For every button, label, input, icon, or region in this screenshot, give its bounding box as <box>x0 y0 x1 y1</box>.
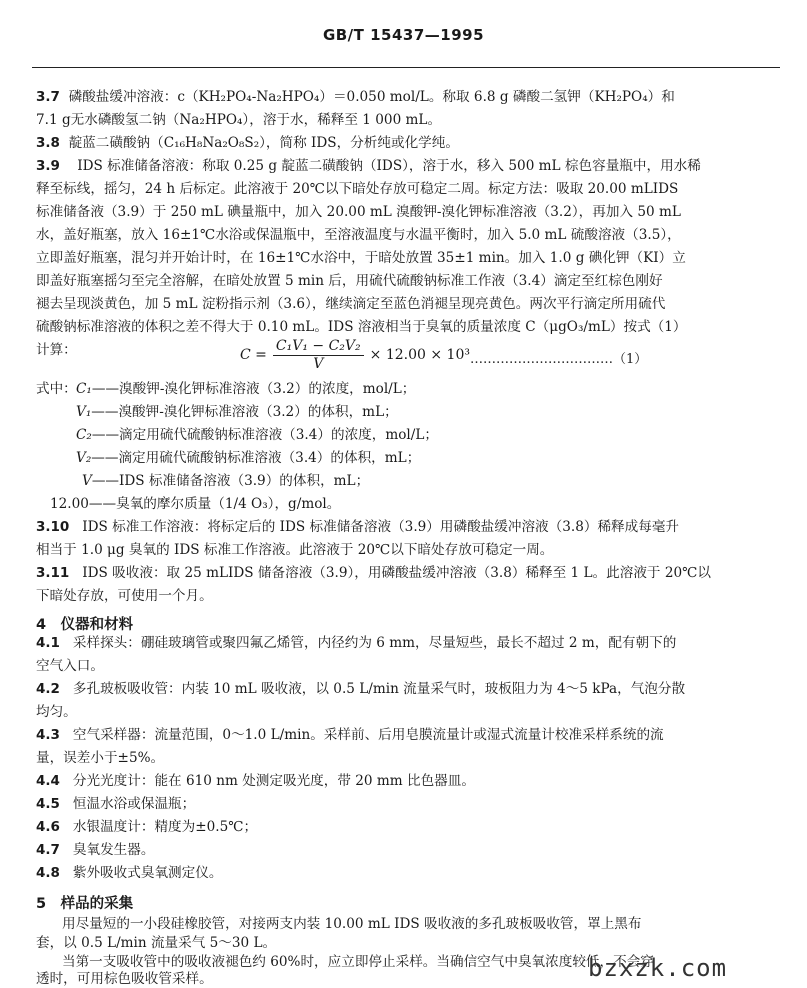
clause-text: 靛蓝二磺酸钠（C₁₆H₈Na₂O₈S₂），简称 IDS，分析纯或化学纯。 <box>68 135 459 151</box>
clause-text: 均匀。 <box>36 704 77 720</box>
clause-4-2 <box>36 680 685 698</box>
header-rule <box>32 67 780 68</box>
where-symbol: V₂ <box>76 450 92 466</box>
clause-text: 释至标线，摇匀，24 h 后标定。此溶液于 20℃以下暗处存放可稳定二周。标定方法：吸取 20.00 mLIDS <box>36 181 679 197</box>
clause-text: 量，误差小于±5%。 <box>36 750 165 766</box>
where-item <box>82 472 369 490</box>
paragraph-text: 透时，可用棕色吸收管采样。 <box>36 971 213 987</box>
clause-text: 水，盖好瓶塞，放入 16±1℃水浴或保温瓶中，至溶液温度与水温平衡时，加入 5.0 mL 硫酸溶液（3.5）， <box>36 227 681 243</box>
clause-number: 4.8 <box>36 865 60 881</box>
clause-text: 磷酸盐缓冲溶液：c（KH₂PO₄-Na₂HPO₄）＝0.050 mol/L。称取 6.8 g 磷酸二氢钾（KH₂PO₄）和 <box>68 89 675 105</box>
where-item <box>76 380 415 398</box>
clause-number: 4.2 <box>36 681 60 697</box>
clause-3-11 <box>36 564 711 582</box>
paragraph-text: 用尽量短的一小段硅橡胶管，对接两支内装 10.00 mL IDS 吸收液的多孔玻板吸收管，罩上黑布 <box>62 916 642 932</box>
clause-number: 4.1 <box>36 635 60 651</box>
clause-text: IDS 吸收液：取 25 mLIDS 储备溶液（3.9），用磷酸盐缓冲溶液（3.8）稀释至 1 L。此溶液于 20℃以 <box>82 565 711 581</box>
where-item <box>76 403 398 421</box>
clause-text: 水银温度计：精度为±0.5℃； <box>72 819 258 835</box>
clause-number: 3.8 <box>36 135 60 151</box>
where-symbol: V <box>82 473 92 489</box>
where-symbol: 12.00 <box>50 496 89 512</box>
formula-lhs: C = <box>240 347 267 363</box>
clause-4-7 <box>36 841 154 859</box>
where-desc: ——滴定用硫代硫酸钠标准溶液（3.4）的浓度，mol/L； <box>91 427 438 443</box>
where-symbol: C₂ <box>76 427 92 443</box>
clause-3-9 <box>36 157 701 175</box>
section-4-heading: 4 仪器和材料 <box>36 617 134 633</box>
clause-text: 褪去呈现淡黄色，加 5 mL 淀粉指示剂（3.6），继续滴定至蓝色消褪呈现亮黄色。两次平行滴定所用硫代 <box>36 296 666 312</box>
formula-fraction <box>273 338 364 372</box>
clause-4-8 <box>36 864 222 882</box>
clause-3-7 <box>36 88 675 106</box>
clause-3-10 <box>36 518 679 536</box>
section-5-heading: 5 样品的采集 <box>36 896 134 912</box>
clause-4-3 <box>36 726 664 744</box>
clause-text: 7.1 g无水磷酸氢二钠（Na₂HPO₄），溶于水，稀释至 1 000 mL。 <box>36 112 442 128</box>
formula-numerator: C₁V₁ − C₂V₂ <box>273 338 364 356</box>
clause-text: 分光光度计：能在 610 nm 处测定吸光度，带 20 mm 比色器皿。 <box>72 773 475 789</box>
formula-multiplier: × 12.00 × 10³ <box>369 347 470 363</box>
clause-text: 空气采样器：流量范围，0～1.0 L/min。采样前、后用皂膜流量计或湿式流量计校准采样系统的流 <box>72 727 664 743</box>
clause-text: 紫外吸收式臭氧测定仪。 <box>72 865 223 881</box>
clause-number: 4.3 <box>36 727 60 743</box>
clause-number: 3.11 <box>36 565 70 581</box>
formula-denominator: V <box>313 356 324 372</box>
clause-number: 4.4 <box>36 773 60 789</box>
clause-text: 臭氧发生器。 <box>72 842 155 858</box>
formula-1 <box>240 340 470 370</box>
clause-3-8 <box>36 134 459 152</box>
clause-text: 下暗处存放，可使用一个月。 <box>36 588 213 604</box>
where-item <box>76 449 420 467</box>
clause-text: 计算： <box>36 342 77 358</box>
clause-text: 硫酸钠标准溶液的体积之差不得大于 0.10 mL。IDS 溶液相当于臭氧的质量浓度 C（μgO₃/mL）按式（1） <box>36 319 687 335</box>
where-symbol: C₁ <box>76 381 92 397</box>
clause-text: IDS 标准储备溶液：称取 0.25 g 靛蓝二磺酸钠（IDS），溶于水，移入 500 mL 棕色容量瓶中，用水稀 <box>77 158 701 174</box>
clause-4-5 <box>36 795 195 813</box>
where-desc: ——溴酸钾-溴化钾标准溶液（3.2）的浓度，mol/L； <box>91 381 416 397</box>
clause-text: 即盖好瓶塞摇匀至完全溶解，在暗处放置 5 min 后，用硫代硫酸钠标准工作液（3.4）滴定至红棕色刚好 <box>36 273 663 289</box>
where-intro: 式中： <box>36 381 77 397</box>
where-desc: ——滴定用硫代硫酸钠标准溶液（3.4）的体积，mL； <box>91 450 421 466</box>
where-desc: ——IDS 标准储备溶液（3.9）的体积，mL； <box>91 473 370 489</box>
formula-leader: ……………………………（1） <box>470 352 648 367</box>
clause-text: 立即盖好瓶塞，混匀并开始计时，在 16±1℃水浴中，于暗处放置 35±1 min。加入 1.0 g 碘化钾（KI）立 <box>36 250 686 266</box>
clause-4-1 <box>36 634 676 652</box>
site-watermark: bzxzk.com <box>588 954 728 982</box>
where-desc: ——溴酸钾-溴化钾标准溶液（3.2）的体积，mL； <box>91 404 398 420</box>
clause-4-6 <box>36 818 257 836</box>
where-desc: ——臭氧的摩尔质量（1/4 O₃），g/mol。 <box>88 496 341 512</box>
paragraph-text: 套，以 0.5 L/min 流量采气 5～30 L。 <box>36 935 277 951</box>
clause-number: 4.6 <box>36 819 60 835</box>
clause-number: 3.7 <box>36 89 60 105</box>
clause-number: 3.9 <box>36 158 60 174</box>
clause-text: IDS 标准工作溶液：将标定后的 IDS 标准储备溶液（3.9）用磷酸盐缓冲溶液（3.8）稀释成每毫升 <box>82 519 680 535</box>
where-symbol: V₁ <box>76 404 92 420</box>
clause-text: 采样探头：硼硅玻璃管或聚四氟乙烯管，内径约为 6 mm，尽量短些，最长不超过 2 m，配有朝下的 <box>72 635 677 651</box>
clause-number: 4.7 <box>36 842 60 858</box>
where-item <box>50 495 340 513</box>
clause-text: 相当于 1.0 μg 臭氧的 IDS 标准工作溶液。此溶液于 20℃以下暗处存放可稳定一周。 <box>36 542 554 558</box>
clause-text: 标准储备液（3.9）于 250 mL 碘量瓶中，加入 20.00 mL 溴酸钾-溴化钾标准溶液（3.2），再加入 50 mL <box>36 204 681 220</box>
clause-text: 空气入口。 <box>36 658 104 674</box>
clause-text: 恒温水浴或保温瓶； <box>72 796 196 812</box>
where-item <box>76 426 438 444</box>
clause-number: 3.10 <box>36 519 70 535</box>
clause-number: 4.5 <box>36 796 60 812</box>
clause-4-4 <box>36 772 475 790</box>
clause-text: 多孔玻板吸收管：内装 10 mL 吸收液，以 0.5 L/min 流量采气时，玻板阻力为 4～5 kPa，气泡分散 <box>72 681 686 697</box>
standard-code-header: GB/T 15437—1995 <box>322 26 485 44</box>
paragraph-text: 当第一支吸收管中的吸收液褪色约 60%时，应立即停止采样。当确信空气中臭氧浓度较低，不会穿 <box>62 954 654 970</box>
